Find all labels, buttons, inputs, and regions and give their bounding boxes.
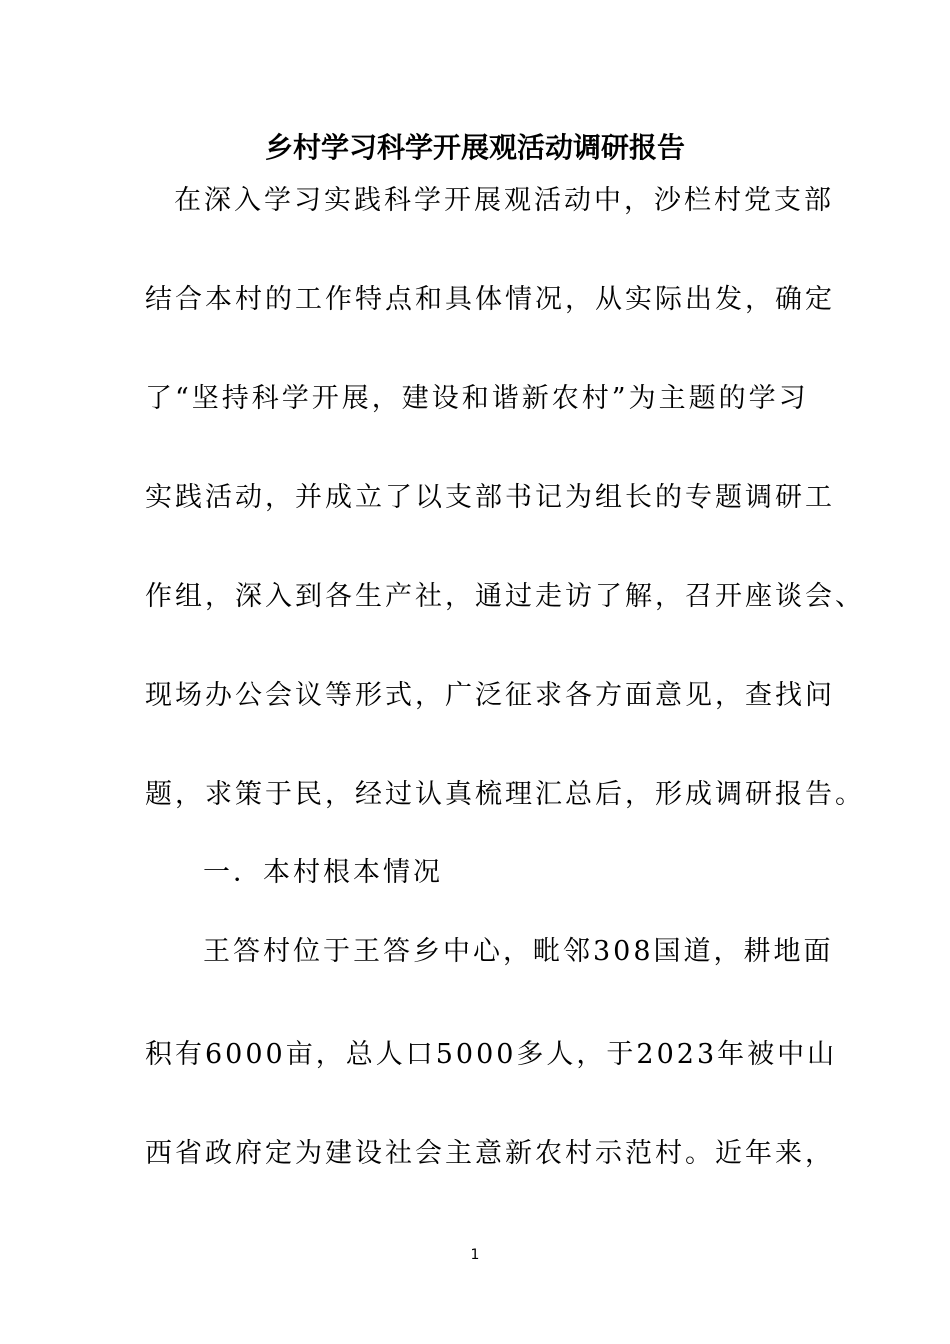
paragraph-line: 在深入学习实践科学开展观活动中，沙栏村党支部 bbox=[174, 185, 834, 216]
paragraph-line: 作组，深入到各生产社，通过走访了解，召开座谈会、 bbox=[145, 581, 865, 612]
section-heading: 一．本村根本情况 bbox=[203, 857, 443, 888]
paragraph-line: 西省政府定为建设社会主意新农村示范村。近年来， bbox=[145, 1138, 835, 1169]
paragraph-line: 王答村位于王答乡中心，毗邻308国道，耕地面 bbox=[203, 936, 834, 967]
paragraph-line: 积有6000亩，总人口5000多人，于2023年被中山 bbox=[145, 1039, 838, 1070]
paragraph-line: 结合本村的工作特点和具体情况，从实际出发，确定 bbox=[145, 284, 835, 315]
paragraph-line: 题，求策于民，经过认真梳理汇总后，形成调研报告。 bbox=[145, 779, 865, 810]
paragraph-line: 现场办公会议等形式，广泛征求各方面意见，查找问 bbox=[145, 680, 835, 711]
page-number: 1 bbox=[470, 1247, 480, 1263]
paragraph-line: 实践活动，并成立了以支部书记为组长的专题调研工 bbox=[145, 482, 835, 513]
document-title: 乡村学习科学开展观活动调研报告 bbox=[264, 131, 685, 164]
paragraph-line: 了“坚持科学开展，建设和谐新农村”为主题的学习 bbox=[145, 383, 809, 414]
